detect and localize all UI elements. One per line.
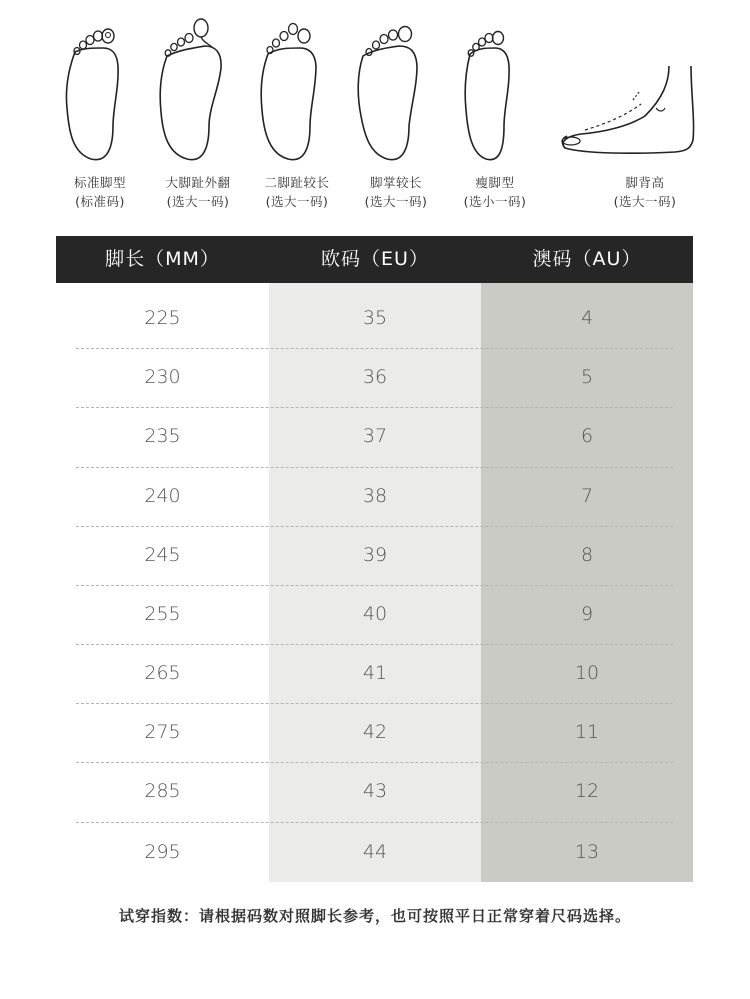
cell-au-size: 7 [580, 485, 594, 507]
foot-type-advice: (选小一码) [463, 194, 527, 209]
header-au-size: 澳码（AU） [532, 248, 642, 270]
foot-type-illustrations [0, 0, 750, 225]
cell-foot-length: 225 [144, 307, 181, 329]
table-row [56, 703, 693, 762]
cell-eu-size: 44 [362, 841, 388, 863]
foot-type-label [242, 173, 352, 211]
cell-eu-size: 40 [362, 603, 388, 625]
foot-type-bunion [143, 0, 253, 225]
cell-eu-size: 41 [362, 662, 388, 684]
header-eu-size: 欧码（EU） [321, 248, 429, 270]
foot-type-advice: (选大一码) [613, 194, 677, 209]
foot-type-label [440, 173, 550, 211]
cell-foot-length: 265 [144, 662, 181, 684]
foot-type-name: 标准脚型 [73, 175, 126, 190]
long-forefoot-foot-icon [341, 8, 451, 168]
foot-type-name: 大脚趾外翻 [165, 175, 231, 190]
cell-foot-length: 240 [144, 485, 181, 507]
foot-type-label [143, 173, 253, 211]
bunion-foot-icon [143, 8, 253, 168]
high-instep-foot-icon [545, 8, 745, 168]
foot-type-label [545, 173, 745, 211]
cell-foot-length: 235 [144, 425, 181, 447]
cell-foot-length: 245 [144, 544, 181, 566]
cell-au-size: 8 [580, 544, 594, 566]
table-row [56, 644, 693, 703]
header-foot-length: 脚长（MM） [105, 248, 220, 270]
table-row [56, 289, 693, 348]
foot-type-high-instep [545, 0, 745, 225]
foot-type-standard [45, 0, 155, 225]
cell-foot-length: 285 [144, 780, 181, 802]
table-header [56, 236, 693, 283]
cell-eu-size: 42 [362, 721, 388, 743]
table-row [56, 585, 693, 644]
foot-type-label [341, 173, 451, 211]
cell-eu-size: 35 [362, 307, 388, 329]
long-second-toe-foot-icon [242, 8, 352, 168]
cell-foot-length: 295 [144, 841, 181, 863]
cell-au-size: 13 [574, 841, 600, 863]
foot-type-long-second-toe [242, 0, 352, 225]
cell-eu-size: 38 [362, 485, 388, 507]
cell-au-size: 12 [574, 780, 600, 802]
foot-type-advice: (选大一码) [166, 194, 230, 209]
foot-type-advice: (选大一码) [265, 194, 329, 209]
foot-type-label [45, 173, 155, 211]
table-row [56, 762, 693, 821]
cell-foot-length: 255 [144, 603, 181, 625]
cell-foot-length: 230 [144, 366, 181, 388]
table-row [56, 823, 693, 882]
cell-eu-size: 39 [362, 544, 388, 566]
cell-eu-size: 37 [362, 425, 388, 447]
fitting-note: 试穿指数：请根据码数对照脚长参考，也可按照平日正常穿着尺码选择。 [118, 907, 631, 925]
standard-foot-icon [45, 8, 155, 168]
table-row [56, 526, 693, 585]
size-chart-table [56, 236, 693, 882]
table-row [56, 348, 693, 407]
cell-au-size: 6 [580, 425, 594, 447]
foot-type-name: 脚掌较长 [369, 175, 422, 190]
cell-au-size: 5 [580, 366, 594, 388]
cell-au-size: 11 [574, 721, 600, 743]
cell-au-size: 10 [574, 662, 600, 684]
foot-type-long-forefoot [341, 0, 451, 225]
table-row [56, 407, 693, 466]
foot-type-name: 瘦脚型 [475, 175, 515, 190]
cell-eu-size: 36 [362, 366, 388, 388]
table-row [56, 467, 693, 526]
cell-au-size: 9 [580, 603, 594, 625]
foot-type-name: 二脚趾较长 [264, 175, 330, 190]
foot-type-advice: (选大一码) [364, 194, 428, 209]
cell-au-size: 4 [580, 307, 594, 329]
foot-type-name: 脚背高 [625, 175, 665, 190]
foot-type-slim [440, 0, 550, 225]
slim-foot-icon [440, 8, 550, 168]
cell-foot-length: 275 [144, 721, 181, 743]
foot-type-advice: (标准码) [75, 194, 125, 209]
cell-eu-size: 43 [362, 780, 388, 802]
